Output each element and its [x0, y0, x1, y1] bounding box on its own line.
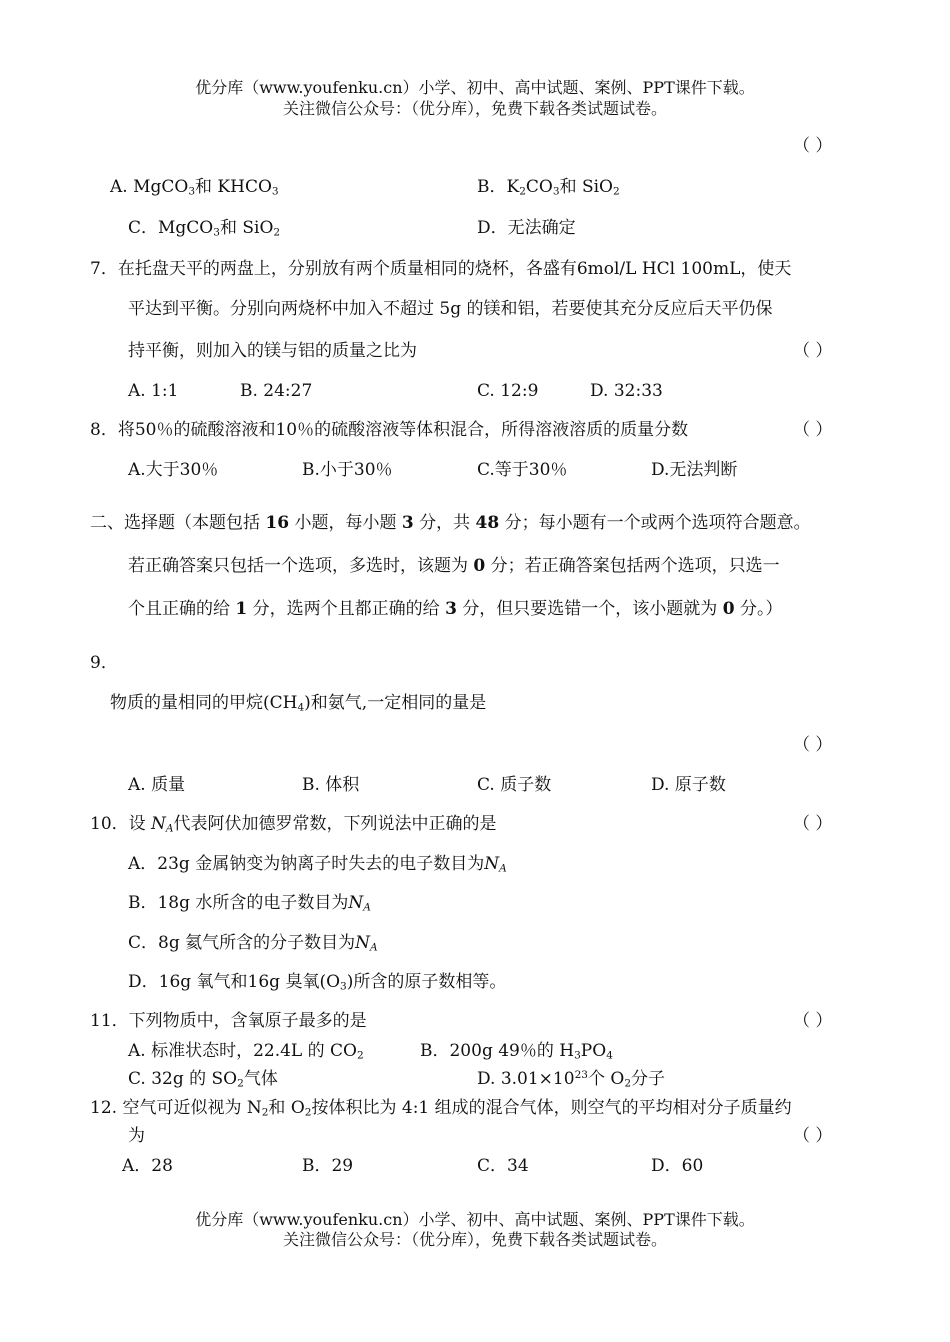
q12-stem-line-2: 为: [128, 1126, 145, 1146]
q11-option-a: A. 标准状态时，22.4L 的 $CO_2$: [128, 1041, 364, 1062]
q9-stem: 物质的量相同的甲烷$(CH_4)$和氨气,一定相同的量是: [110, 693, 487, 714]
q11-option-b: B．200g 49％的 $H_3PO_4$: [420, 1041, 613, 1062]
q11-option-d: D. $3.01\times 10^{23}$个 $O_2$分子: [477, 1069, 666, 1090]
q10-option-a: A．23g 金属钠变为钠离子时失去的电子数目为$N_A$: [128, 854, 507, 875]
q10-option-d: D．16g 氧气和16g 臭氧$(O_3)$所含的原子数相等。: [128, 972, 507, 993]
q6-option-b: B．$K_2CO_3$和 SiO$_2$: [477, 177, 620, 198]
q9-option-c: C. 质子数: [477, 775, 552, 795]
section-2-instruction-line-3: 个且正确的给 1 分，选两个且都正确的给 3 分，但只要选错一个，该小题就为 0 分。）: [128, 599, 783, 619]
q7-stem-line-3: 持平衡，则加入的镁与铝的质量之比为: [128, 341, 417, 361]
q10-option-b: B．18g 水所含的电子数目为$N_A$: [128, 893, 371, 914]
q7-answer-bracket: （ ）: [793, 341, 833, 361]
q8-option-d: D.无法判断: [651, 460, 738, 480]
q9-option-a: A. 质量: [128, 775, 186, 795]
q9-option-b: B. 体积: [302, 775, 360, 795]
q6-option-c: C．MgCO$_3$和 SiO$_2$: [128, 218, 281, 239]
section-2-heading: 二、选择题（本题包括 16 小题，每小题 3 分，共 48 分；每小题有一个或两个选项符合题意。: [90, 513, 811, 533]
q8-answer-bracket: （ ）: [793, 420, 833, 440]
q11-stem: 11．下列物质中，含氧原子最多的是: [90, 1011, 367, 1031]
q8-option-b: B.小于30％: [302, 460, 393, 480]
q9-option-d: D. 原子数: [651, 775, 726, 795]
q12-option-a: A．28: [122, 1156, 173, 1176]
q11-option-c: C. 32g 的 $SO_2$气体: [128, 1069, 278, 1090]
q10-answer-bracket: （ ）: [793, 814, 833, 834]
page-footer-line-1: 优分库（www.youfenku.cn）小学、初中、高中试题、案例、PPT课件下载。: [195, 1210, 755, 1229]
q7-option-d: D. 32:33: [590, 381, 663, 401]
q7-option-c: C. 12:9: [477, 381, 539, 401]
q6-answer-bracket: （ ）: [793, 136, 833, 156]
q10-stem: 10．设 $N_A$代表阿伏加德罗常数，下列说法中正确的是: [90, 814, 497, 835]
page-footer-line-2: 关注微信公众号：（优分库），免费下载各类试题试卷。: [282, 1230, 667, 1249]
q12-answer-bracket: （ ）: [793, 1126, 833, 1146]
page-header-line-2: 关注微信公众号：（优分库），免费下载各类试题试卷。: [282, 99, 667, 118]
q8-option-a: A.大于30％: [128, 460, 219, 480]
q10-option-c: C．8g 氦气所含的分子数目为$N_A$: [128, 933, 378, 954]
q8-option-c: C.等于30％: [477, 460, 568, 480]
q12-option-d: D．60: [651, 1156, 704, 1176]
q8-stem: 8．将50％的硫酸溶液和10％的硫酸溶液等体积混合，所得溶液溶质的质量分数: [90, 420, 689, 440]
q12-stem-line-1: 12. 空气可近似视为 $N_2$和 $O_2$按体积比为 4:1 组成的混合气体，则空气的平均相对分子质量约: [90, 1098, 792, 1119]
q11-answer-bracket: （ ）: [793, 1011, 833, 1031]
q9-answer-bracket: （ ）: [793, 735, 833, 755]
q12-option-c: C．34: [477, 1156, 529, 1176]
q9-number: 9．: [90, 653, 118, 673]
q6-option-a: A. MgCO$_3$和 $KHCO_3$: [110, 177, 279, 198]
q7-option-a: A. 1:1: [128, 381, 179, 401]
q6-option-d: D．无法确定: [477, 218, 576, 238]
q12-option-b: B．29: [302, 1156, 354, 1176]
q7-stem-line-1: 7．在托盘天平的两盘上，分别放有两个质量相同的烧杯，各盛有6mol/L HCl 100mL，使天: [90, 259, 792, 279]
section-2-instruction-line-2: 若正确答案只包括一个选项，多选时，该题为 0 分；若正确答案包括两个选项，只选一: [128, 556, 780, 576]
q7-option-b: B. 24:27: [240, 381, 313, 401]
q7-stem-line-2: 平达到平衡。分别向两烧杯中加入不超过 5g 的镁和铝，若要使其充分反应后天平仍保: [128, 299, 773, 319]
page-header-line-1: 优分库（www.youfenku.cn）小学、初中、高中试题、案例、PPT课件下载。: [195, 78, 755, 97]
